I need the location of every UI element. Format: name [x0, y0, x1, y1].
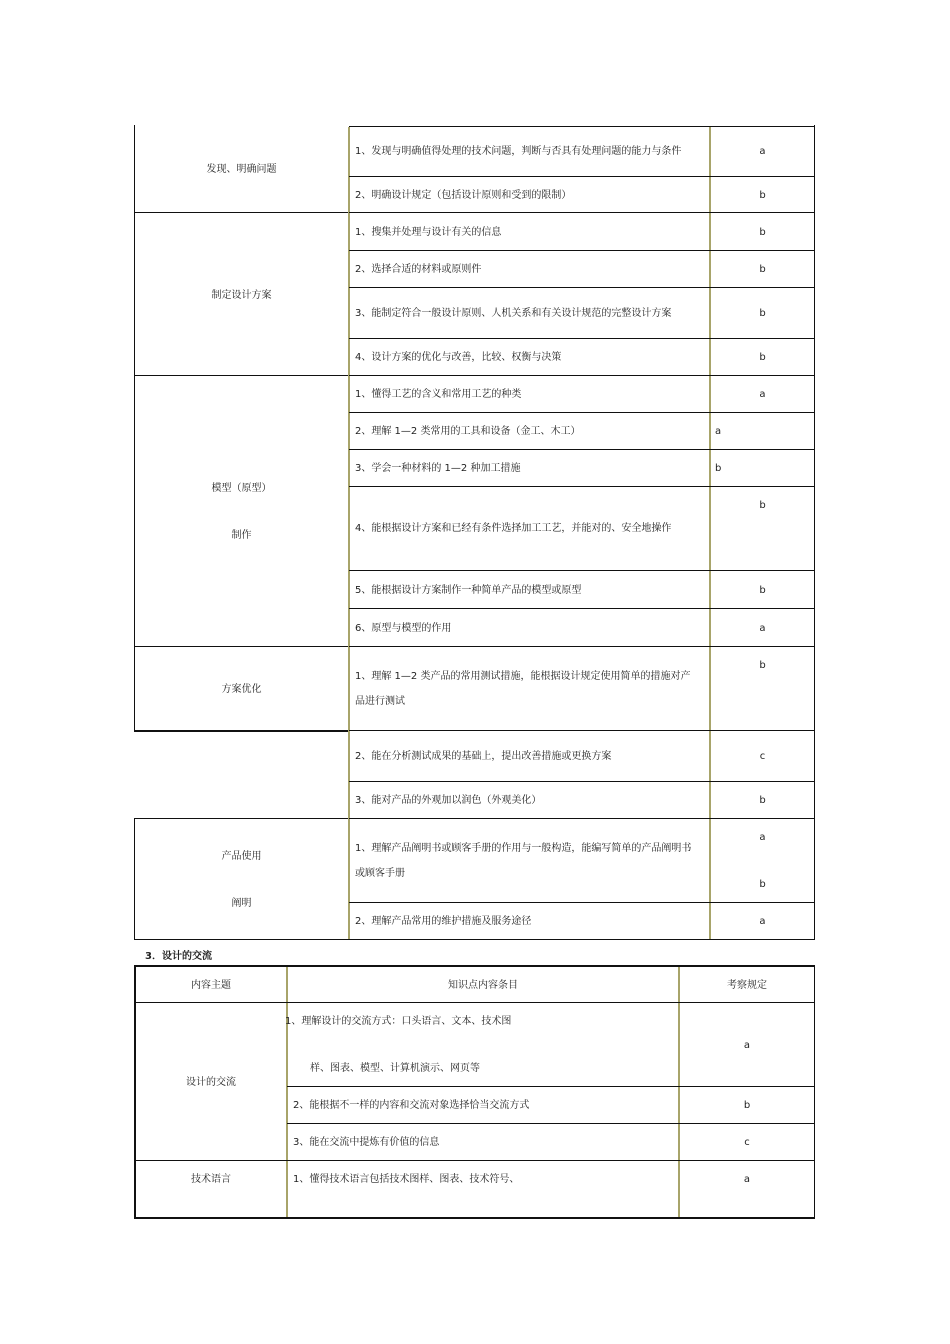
topic-cell: 制定设计方案 [211, 290, 272, 301]
item-cell: 或顾客手册 [355, 868, 405, 879]
table1-row-sep [349, 608, 815, 609]
table1-row-sep [349, 570, 815, 571]
level-cell: a [759, 623, 766, 634]
table1-group-sep [134, 212, 348, 213]
column-header: 内容主题 [191, 980, 231, 991]
level-cell: b [759, 352, 766, 363]
topic-cell: 方案优化 [221, 684, 262, 695]
topic-cell: 技术语言 [191, 1174, 231, 1185]
table1-bottom-border [134, 939, 815, 940]
table1-row-sep [349, 412, 815, 413]
item-cell: 3、能对产品的外观加以润色（外观美化） [355, 795, 542, 806]
item-cell: 2、理解 1—2 类常用的工具和设备（金工、木工） [355, 426, 581, 437]
table1-row-sep [349, 176, 815, 177]
level-cell: b [759, 308, 766, 319]
level-cell: a [759, 389, 766, 400]
table2-col-divider-1 [286, 967, 288, 1217]
table2-right-border [814, 965, 815, 1219]
level-cell: a [715, 426, 722, 437]
table1-row-sep [349, 781, 815, 782]
table2-top-border [134, 965, 815, 967]
item-cell: 6、原型与模型的作用 [355, 623, 452, 634]
level-cell: b [759, 227, 766, 238]
table1-row-sep [349, 902, 815, 903]
table1-group-sep [134, 730, 348, 732]
level-cell: b [759, 264, 766, 275]
table1-row-sep [349, 338, 815, 339]
table2-row-sep [134, 1002, 815, 1003]
column-header: 知识点内容条目 [448, 980, 518, 991]
level-cell: c [759, 751, 766, 762]
table1-group-sep [134, 646, 348, 647]
item-cell: 2、选择合适的材料或原则件 [355, 264, 482, 275]
table1-top-border [349, 126, 815, 127]
table1-group-sep [134, 375, 348, 376]
level-cell: a [759, 916, 766, 927]
table1-row-sep [349, 818, 815, 819]
topic-cell: 设计的交流 [186, 1077, 236, 1088]
item-cell: 4、设计方案的优化与改善，比较、权衡与决策 [355, 352, 562, 363]
topic-cell: 阐明 [231, 898, 252, 909]
table1-row-sep [349, 646, 815, 647]
table1-row-sep [349, 730, 815, 731]
level-cell: a [743, 1040, 751, 1051]
item-cell: 1、理解产品阐明书或顾客手册的作用与一般构造，能编写简单的产品阐明书 [355, 843, 692, 854]
level-cell: b [759, 585, 766, 596]
column-header: 考察规定 [727, 980, 767, 991]
topic-cell: 产品使用 [221, 851, 262, 862]
table1-row-sep [349, 250, 815, 251]
item-cell: 2、能在分析测试成果的基础上，提出改善措施或更换方案 [355, 751, 612, 762]
item-cell: 3、能在交流中提炼有价值的信息 [293, 1137, 440, 1148]
table2-row-sep [287, 1086, 815, 1087]
table1-row-sep [349, 486, 815, 487]
level-cell: b [759, 660, 766, 671]
level-cell: a [759, 146, 766, 157]
level-cell: b [759, 879, 766, 890]
topic-cell: 发现、明确问题 [206, 164, 277, 175]
table1-row-sep [349, 449, 815, 450]
table1-group-sep [134, 818, 348, 819]
topic-cell: 模型（原型） [211, 483, 272, 494]
item-cell: 1、懂得工艺的含义和常用工艺的种类 [355, 389, 522, 400]
level-cell: a [743, 1174, 751, 1185]
level-cell: b [759, 500, 766, 511]
section-title: 3．设计的交流 [145, 951, 212, 962]
item-cell: 1、理解 1—2 类产品的常用测试措施，能根据设计规定使用简单的措施对产 [355, 671, 691, 682]
level-cell: b [743, 1100, 751, 1111]
item-cell: 1、理解设计的交流方式：口头语言、文本、技术图 [285, 1016, 512, 1027]
table2-bottom-border [134, 1217, 815, 1219]
item-cell: 样、图表、模型、计算机演示、网页等 [310, 1063, 480, 1074]
item-cell: 1、发现与明确值得处理的技术问题，判断与否具有处理问题的能力与条件 [355, 146, 682, 157]
item-cell: 1、搜集并处理与设计有关的信息 [355, 227, 502, 238]
level-cell: b [715, 463, 722, 474]
level-cell: a [759, 832, 766, 843]
item-cell: 4、能根据设计方案和已经有条件选择加工工艺，并能对的、安全地操作 [355, 523, 672, 534]
item-cell: 3、学会一种材料的 1—2 种加工措施 [355, 463, 521, 474]
item-cell: 品进行测试 [355, 696, 405, 707]
topic-cell: 制作 [231, 530, 252, 541]
item-cell: 2、能根据不一样的内容和交流对象选择恰当交流方式 [293, 1100, 530, 1111]
table1-left-border [134, 125, 135, 732]
table2-row-sep [134, 1160, 815, 1161]
item-cell: 5、能根据设计方案制作一种简单产品的模型或原型 [355, 585, 582, 596]
item-cell: 2、明确设计规定（包括设计原则和受到的限制） [355, 190, 572, 201]
table1-left-border-lower [134, 818, 135, 940]
level-cell: b [759, 190, 766, 201]
table1-row-sep [349, 212, 815, 213]
item-cell: 2、理解产品常用的维护措施及服务途径 [355, 916, 532, 927]
level-cell: b [759, 795, 766, 806]
item-cell: 3、能制定符合一般设计原则、人机关系和有关设计规范的完整设计方案 [355, 308, 672, 319]
level-cell: c [744, 1137, 750, 1148]
table2-row-sep [287, 1123, 815, 1124]
table1-row-sep [349, 375, 815, 376]
table1-row-sep [349, 287, 815, 288]
item-cell: 1、懂得技术语言包括技术图样、图表、技术符号、 [293, 1174, 520, 1185]
